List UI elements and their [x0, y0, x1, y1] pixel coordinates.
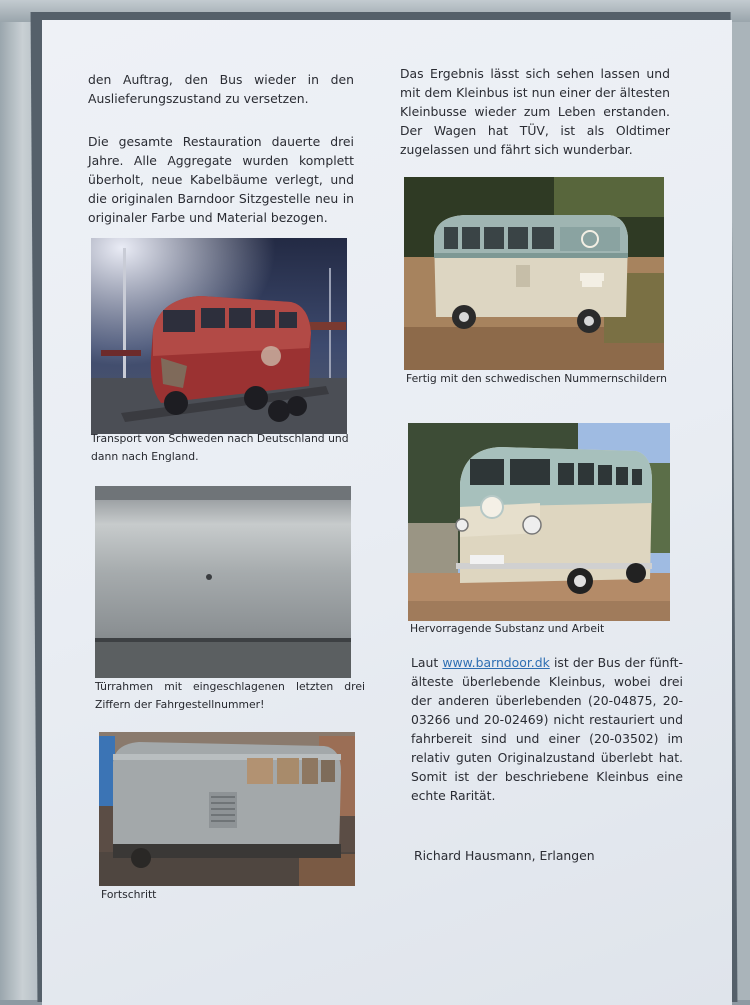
signature: Richard Hausmann, Erlangen [414, 848, 595, 863]
caption-substance: Hervorragende Substanz und Arbeit [410, 622, 605, 635]
photo-progress-workshop [99, 732, 355, 886]
right-paragraph-2 [411, 653, 683, 805]
right-paragraph-1: Das Ergebnis lässt sich sehen lassen und mit dem Kleinbus ist nun einer der ältesten Kleinbusse wieder zum Leben erstanden. Der Wagen hat TÜV, ist als Oldtimer zugelassen und fährt sich wunderbar. [400, 66, 670, 157]
caption-progress: Fortschritt [101, 888, 157, 901]
paragraph-2-lead: Laut [411, 655, 443, 670]
caption-finished: Fertig mit den schwedischen Nummernschildern [406, 372, 667, 385]
photo-finished-bus [404, 177, 664, 370]
photo-transport-trailer [91, 238, 347, 434]
left-paragraph-1: den Auftrag, den Bus wieder in den Auslieferungszustand zu versetzen. [88, 72, 354, 106]
caption-door-frame: Türrahmen mit eingeschlagenen letzten drei Ziffern der Fahrgestellnummer! [95, 680, 365, 711]
left-paragraph-2: Die gesamte Restauration dauerte drei Jahre. Alle Aggregate wurden komplett überholt, neue Kabelbäume verlegt, und die originalen Barndoor Sitzgestelle neu in originaler Farbe und Material bezogen. [88, 134, 354, 225]
barndoor-link[interactable]: www.barndoor.dk [442, 655, 550, 670]
paragraph-2-body: ist der Bus der fünft-älteste überlebende Kleinbus, wobei drei der anderen überlebenden (20-04875, 20-03266 und 20-02469) nicht restauriert und fahrbereit sind und einer (20-03502) im relativ guten Originalzustand überlebt hat. Somit ist der beschriebene Kleinbus eine echte Rarität. [411, 655, 683, 803]
photo-door-frame [95, 486, 351, 678]
caption-transport: Transport von Schweden nach Deutschland und dann nach England. [91, 432, 349, 463]
photo-front-view-bus [408, 423, 670, 621]
info-sheet [42, 20, 732, 1005]
